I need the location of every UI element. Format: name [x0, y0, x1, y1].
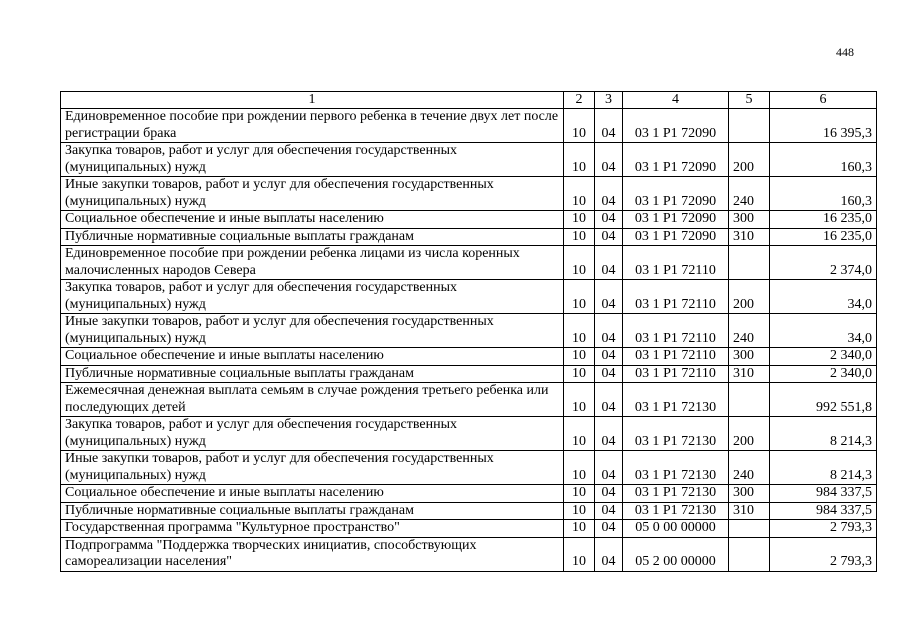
row-name: Закупка товаров, работ и услуг для обеспечения государственных (муниципальных) нужд [61, 417, 564, 451]
row-expense-type [729, 537, 770, 571]
row-amount: 984 337,5 [770, 502, 877, 520]
row-expense-type: 240 [729, 314, 770, 348]
row-amount: 16 235,0 [770, 211, 877, 229]
table-row [61, 365, 877, 383]
row-section: 10 [564, 520, 595, 538]
header-col-6: 6 [770, 92, 877, 109]
row-target-article: 03 1 Р1 72090 [623, 228, 729, 246]
row-name: Закупка товаров, работ и услуг для обеспечения государственных (муниципальных) нужд [61, 143, 564, 177]
row-amount: 160,3 [770, 143, 877, 177]
row-target-article: 03 1 Р1 72110 [623, 365, 729, 383]
budget-table [60, 91, 877, 572]
row-name: Социальное обеспечение и иные выплаты населению [61, 485, 564, 503]
row-section: 10 [564, 177, 595, 211]
row-expense-type: 310 [729, 365, 770, 383]
row-expense-type: 200 [729, 143, 770, 177]
row-name: Единовременное пособие при рождении первого ребенка в течение двух лет после регистрации брака [61, 109, 564, 143]
row-section: 10 [564, 348, 595, 366]
row-name: Иные закупки товаров, работ и услуг для обеспечения государственных (муниципальных) нужд [61, 451, 564, 485]
row-amount: 2 340,0 [770, 365, 877, 383]
row-target-article: 05 0 00 00000 [623, 520, 729, 538]
table-row [61, 228, 877, 246]
row-expense-type: 240 [729, 177, 770, 211]
row-name: Публичные нормативные социальные выплаты гражданам [61, 502, 564, 520]
row-expense-type [729, 246, 770, 280]
row-section: 10 [564, 365, 595, 383]
row-name: Публичные нормативные социальные выплаты гражданам [61, 228, 564, 246]
row-amount: 34,0 [770, 314, 877, 348]
row-expense-type: 240 [729, 451, 770, 485]
row-expense-type [729, 520, 770, 538]
row-section: 10 [564, 537, 595, 571]
row-section: 10 [564, 143, 595, 177]
row-expense-type [729, 383, 770, 417]
row-section: 10 [564, 109, 595, 143]
table-header-row [61, 92, 877, 109]
row-subsection: 04 [595, 365, 623, 383]
row-target-article: 03 1 Р1 72110 [623, 246, 729, 280]
table-row [61, 246, 877, 280]
row-expense-type: 310 [729, 228, 770, 246]
row-name: Закупка товаров, работ и услуг для обеспечения государственных (муниципальных) нужд [61, 280, 564, 314]
row-target-article: 03 1 Р1 72110 [623, 314, 729, 348]
row-subsection: 04 [595, 537, 623, 571]
table-row [61, 520, 877, 538]
table-row [61, 280, 877, 314]
row-subsection: 04 [595, 143, 623, 177]
row-amount: 16 235,0 [770, 228, 877, 246]
row-section: 10 [564, 502, 595, 520]
row-section: 10 [564, 211, 595, 229]
table-row [61, 211, 877, 229]
row-amount: 2 793,3 [770, 520, 877, 538]
row-name: Иные закупки товаров, работ и услуг для обеспечения государственных (муниципальных) нужд [61, 177, 564, 211]
row-amount: 2 374,0 [770, 246, 877, 280]
row-section: 10 [564, 228, 595, 246]
row-target-article: 03 1 Р1 72130 [623, 502, 729, 520]
header-col-5: 5 [729, 92, 770, 109]
header-col-3: 3 [595, 92, 623, 109]
table-row [61, 383, 877, 417]
row-target-article: 03 1 Р1 72090 [623, 109, 729, 143]
row-expense-type: 200 [729, 417, 770, 451]
row-subsection: 04 [595, 451, 623, 485]
row-subsection: 04 [595, 314, 623, 348]
row-section: 10 [564, 383, 595, 417]
row-name: Иные закупки товаров, работ и услуг для обеспечения государственных (муниципальных) нужд [61, 314, 564, 348]
row-name: Государственная программа "Культурное пространство" [61, 520, 564, 538]
row-subsection: 04 [595, 520, 623, 538]
row-expense-type [729, 109, 770, 143]
row-subsection: 04 [595, 280, 623, 314]
table-row [61, 537, 877, 571]
table-row [61, 348, 877, 366]
row-name: Социальное обеспечение и иные выплаты населению [61, 348, 564, 366]
row-amount: 2 340,0 [770, 348, 877, 366]
row-name: Социальное обеспечение и иные выплаты населению [61, 211, 564, 229]
row-name: Ежемесячная денежная выплата семьям в случае рождения третьего ребенка или последующих детей [61, 383, 564, 417]
row-name: Единовременное пособие при рождении ребенка лицами из числа коренных малочисленных народов Севера [61, 246, 564, 280]
row-amount: 8 214,3 [770, 451, 877, 485]
row-expense-type: 300 [729, 485, 770, 503]
row-name: Подпрограмма "Поддержка творческих инициатив, способствующих самореализации населения" [61, 537, 564, 571]
row-target-article: 03 1 Р1 72130 [623, 383, 729, 417]
row-amount: 2 793,3 [770, 537, 877, 571]
row-subsection: 04 [595, 177, 623, 211]
row-expense-type: 300 [729, 211, 770, 229]
row-subsection: 04 [595, 109, 623, 143]
row-subsection: 04 [595, 502, 623, 520]
row-section: 10 [564, 280, 595, 314]
row-target-article: 03 1 Р1 72090 [623, 211, 729, 229]
row-section: 10 [564, 485, 595, 503]
row-name: Публичные нормативные социальные выплаты гражданам [61, 365, 564, 383]
row-target-article: 03 1 Р1 72090 [623, 143, 729, 177]
row-section: 10 [564, 451, 595, 485]
table-row [61, 417, 877, 451]
row-target-article: 03 1 Р1 72110 [623, 280, 729, 314]
table-row [61, 314, 877, 348]
row-subsection: 04 [595, 228, 623, 246]
row-subsection: 04 [595, 348, 623, 366]
row-amount: 8 214,3 [770, 417, 877, 451]
table-row [61, 451, 877, 485]
row-amount: 16 395,3 [770, 109, 877, 143]
row-target-article: 05 2 00 00000 [623, 537, 729, 571]
header-col-4: 4 [623, 92, 729, 109]
table-row [61, 485, 877, 503]
row-amount: 34,0 [770, 280, 877, 314]
table-row [61, 177, 877, 211]
row-subsection: 04 [595, 246, 623, 280]
row-target-article: 03 1 Р1 72110 [623, 348, 729, 366]
page-number: 448 [836, 45, 854, 59]
row-expense-type: 200 [729, 280, 770, 314]
row-amount: 984 337,5 [770, 485, 877, 503]
row-section: 10 [564, 246, 595, 280]
table-row [61, 143, 877, 177]
row-subsection: 04 [595, 383, 623, 417]
row-expense-type: 300 [729, 348, 770, 366]
header-col-1: 1 [61, 92, 564, 109]
row-amount: 992 551,8 [770, 383, 877, 417]
row-amount: 160,3 [770, 177, 877, 211]
table-row [61, 502, 877, 520]
row-target-article: 03 1 Р1 72130 [623, 451, 729, 485]
row-subsection: 04 [595, 211, 623, 229]
row-target-article: 03 1 Р1 72090 [623, 177, 729, 211]
row-target-article: 03 1 Р1 72130 [623, 485, 729, 503]
row-section: 10 [564, 417, 595, 451]
row-section: 10 [564, 314, 595, 348]
row-subsection: 04 [595, 417, 623, 451]
header-col-2: 2 [564, 92, 595, 109]
table-row [61, 109, 877, 143]
row-target-article: 03 1 Р1 72130 [623, 417, 729, 451]
row-subsection: 04 [595, 485, 623, 503]
row-expense-type: 310 [729, 502, 770, 520]
